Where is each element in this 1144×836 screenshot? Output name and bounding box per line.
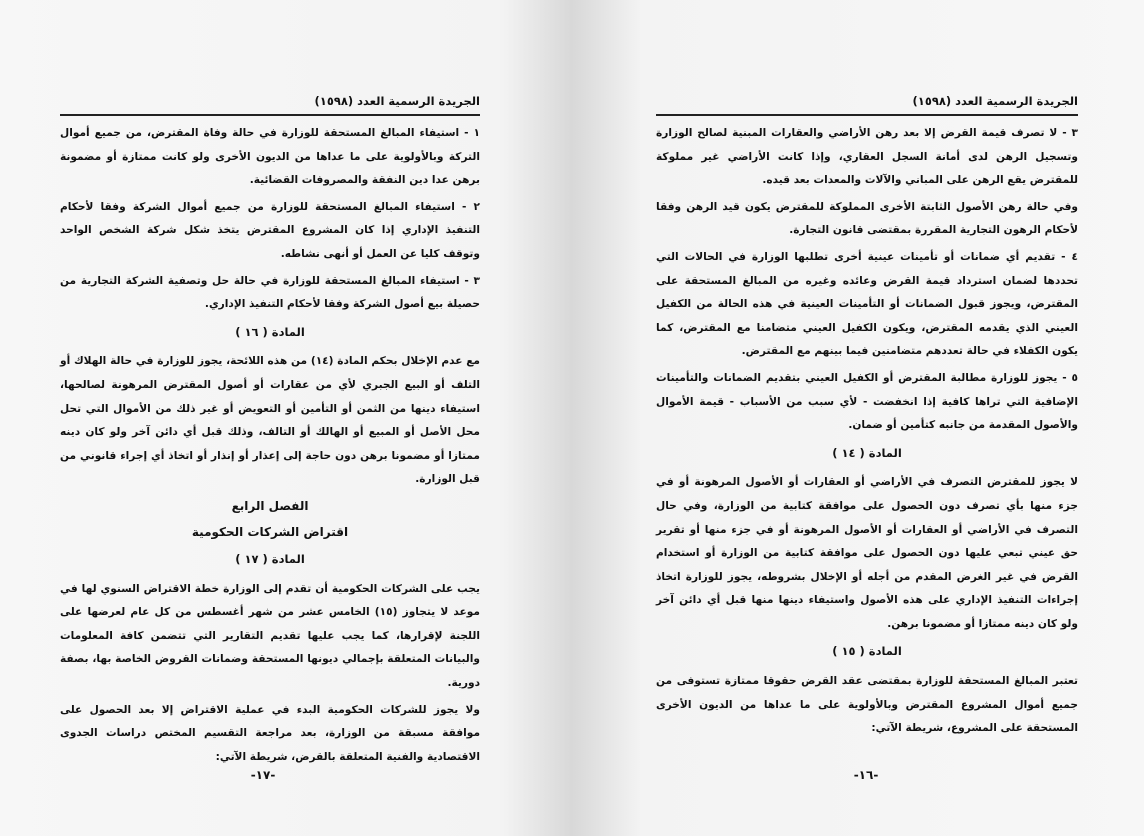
- article-15-heading: المادة ( ١٥ ): [832, 644, 902, 659]
- paragraph-item-4: ٤ - تقديم أي ضمانات أو تأمينات عينية أخرى تطلبها الوزارة في الحالات التي تحددها لضمان استرداد قيمة القرض وعائده وغيره من المبالغ المستحقة على المقترض، ويجوز قبول الضمانات أو التأمينات العينية في هذه الحالة من الكفيل العيني الذي يقدمه المقترض، ويكون الكفيل العيني متضامنا مع المقترض، كما يكون الكفلاء في حالة تعددهم متضامنين فيما بينهم مع المقترض.: [656, 250, 1078, 358]
- article-16-heading: المادة ( ١٦ ): [235, 324, 305, 339]
- page-header: الجريدة الرسمية العدد (١٥٩٨): [60, 94, 480, 116]
- article-16-text: مع عدم الإخلال بحكم المادة (١٤) من هذه اللائحة، يجوز للوزارة في حالة الهلاك أو التلف أو البيع الجبري لأي من عقارات أو أصول المقترض المرهونة لصالحها، استيفاء دينها من الثمن أو التأمين أو التعويض أو غير ذلك من الأموال التي تحل محل الأصل أو المبيع أو الهالك أو التالف، وذلك قبل أي دائن آخر ولو كان دينه ممتازا أو مضمونا برهن دون حاجة إلى إعذار أو إنذار أو اتخاذ أي إجراء قانوني من قبل الوزارة.: [60, 355, 480, 486]
- article-14-text: لا يجوز للمقترض التصرف في الأراضي أو العقارات أو الأصول المرهونة أو في جزء منها بأي تصرف دون الحصول على موافقة كتابية من الوزارة، وفي حال التصرف في الأراضي أو العقارات أو الأصول المرهونة أو في جزء منها أو تقرير حق عيني تبعي عليها دون الحصول على موافقة كتابية من الوزارة أو استخدام القرض في غير الغرض المقدم من أجله أو الإخلال بشروطه، يجوز للوزارة اتخاذ إجراءات التنفيذ الإداري على هذه الأصول واستيفاء دينها منها قبل أي دائن آخر ولو كان دينه ممتازا أو مضمونا برهن.: [656, 476, 1078, 630]
- paragraph-item-1: ١ - استيفاء المبالغ المستحقة للوزارة في حالة وفاة المقترض، من جميع أموال التركة وبالأولوية على ما عداها من الديون الأخرى ولو كانت ممتازة أو مضمونة برهن عدا دين النفقة والمصروفات القضائية.: [60, 127, 480, 187]
- page-body: [656, 122, 1078, 744]
- article-17-heading: المادة ( ١٧ ): [235, 552, 305, 567]
- page-number: -١٧-: [250, 768, 276, 782]
- article-15-text: تعتبر المبالغ المستحقة للوزارة بمقتضى عقد القرض حقوقا ممتازة تستوفى من جميع أموال المشروع المقترض وبالأولوية على ما عداها من الديون الأخرى المستحقة على المشروع، شريطة الآتي:: [656, 675, 1078, 735]
- page-body: [60, 122, 480, 772]
- chapter-heading: الفصل الرابع: [231, 498, 309, 513]
- paragraph-item-3: ٣ - استيفاء المبالغ المستحقة للوزارة في حالة حل وتصفية الشركة التجارية من حصيلة بيع أصول الشركة وفقا لأحكام التنفيذ الإداري.: [60, 274, 480, 311]
- article-14-heading: المادة ( ١٤ ): [832, 445, 902, 460]
- paragraph-item-3: ٣ - لا تصرف قيمة القرض إلا بعد رهن الأراضي والعقارات المبنية لصالح الوزارة وتسجيل الرهن لدى أمانة السجل العقاري، وإذا كانت الأراضي غير مملوكة للمقترض يقع الرهن على المباني والآلات والمعدات بعد قيده.: [656, 127, 1078, 187]
- paragraph-item-5: ٥ - يجوز للوزارة مطالبة المقترض أو الكفيل العيني بتقديم الضمانات والتأمينات الإضافية التي تراها كافية إذا انخفضت - لأي سبب من الأسباب - قيمة الأموال والأصول المقدمة من جانبه كتأمين أو ضمان.: [656, 371, 1078, 432]
- page-number: -١٦-: [853, 768, 879, 782]
- article-17-text-1: يجب على الشركات الحكومية أن تقدم إلى الوزارة خطة الاقتراض السنوي لها في موعد لا يتجاوز (١٥) الخامس عشر من شهر أغسطس من كل عام لعرضها على اللجنة لإقرارها، كما يجب عليها تقديم التقارير التي تتضمن كافة المعلومات والبيانات المتعلقة بإجمالي ديونها المستحقة وضمانات القروض الخاصة بها، بصفة دورية.: [60, 582, 480, 690]
- paragraph-item-2: ٢ - استيفاء المبالغ المستحقة للوزارة من جميع أموال الشركة وفقا لأحكام التنفيذ الإداري إذا كان المشروع المقترض يتخذ شكل شركة الشخص الواحد وتوقف كليا عن العمل أو أنهى نشاطه.: [60, 200, 480, 260]
- chapter-title: اقتراض الشركات الحكومية: [191, 524, 349, 539]
- article-17-text-2: ولا يجوز للشركات الحكومية البدء في عملية الاقتراض إلا بعد الحصول على موافقة مسبقة من الوزارة، بعد مراجعة التقسيم المختص دراسات الجدوى الاقتصادية والفنية المتعلقة بالقرض، شريطة الآتي:: [60, 703, 480, 763]
- paragraph-continuation: وفي حالة رهن الأصول الثابتة الأخرى المملوكة للمقترض يكون قيد الرهن وفقا لأحكام الرهون التجارية المقررة بمقتضى قانون التجارة.: [656, 200, 1078, 237]
- right-page: [572, 0, 1144, 836]
- page-header: الجريدة الرسمية العدد (١٥٩٨): [656, 94, 1078, 116]
